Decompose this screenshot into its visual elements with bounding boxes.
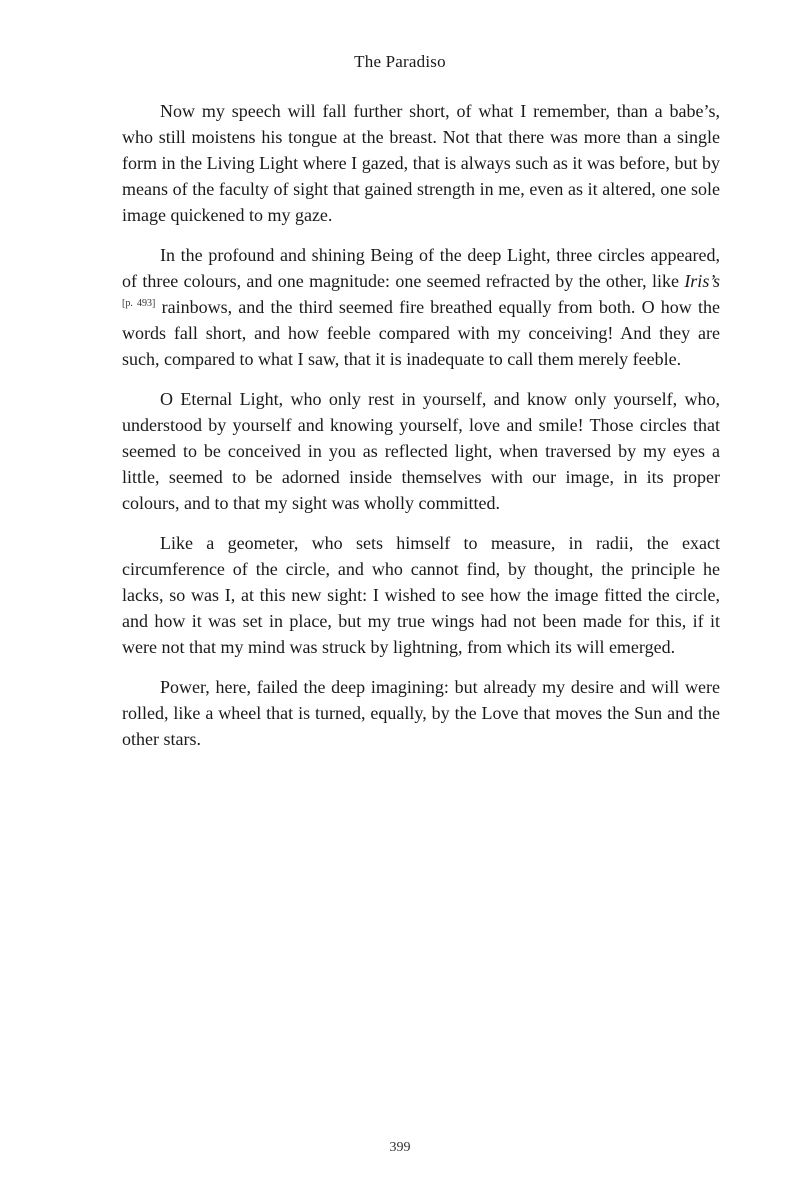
iris-italic-text: Iris’s xyxy=(684,271,720,291)
body-text xyxy=(122,98,720,766)
paragraph-4: Like a geometer, who sets himself to measure, in radii, the exact circumference of the circle, and who cannot find, by thought, the principle he lacks, so was I, at this new sight: I wished to see how the image fitted the circle, and how it was set in place, but my true wings had not been made for this, if it were not that my mind was struck by lightning, from which its will emerged. xyxy=(122,533,720,657)
page-reference-marker: [p. 493] xyxy=(122,298,156,309)
paragraph-2 xyxy=(122,242,720,372)
page-number: 399 xyxy=(389,1140,411,1155)
paragraph-3: O Eternal Light, who only rest in yourself, and know only yourself, who, understood by yourself and knowing yourself, love and smile! Those circles that seemed to be conceived in you as reflected light, when traversed by my eyes a little, seemed to be adorned inside themselves with our image, in its proper colours, and to that my sight was wholly committed. xyxy=(122,389,720,513)
paragraph-2-text-after: rainbows, and the third seemed fire breathed equally from both. O how the words fall short, and how feeble compared with my conceiving! And they are such, compared to what I saw, that it is inadequate to call them merely feeble. xyxy=(122,297,720,369)
paragraph-2-text-before: In the profound and shining Being of the deep Light, three circles appeared, of three colours, and one magnitude: one seemed refracted by the other, like xyxy=(122,245,720,291)
running-title: The Paradiso xyxy=(354,52,446,71)
paragraph-1: Now my speech will fall further short, of what I remember, than a babe’s, who still moistens his tongue at the breast. Not that there was more than a single form in the Living Light where I gazed, that is always such as it was before, but by means of the faculty of sight that gained strength in me, even as it altered, one sole image quickened to my gaze. xyxy=(122,101,720,225)
paragraph-5: Power, here, failed the deep imagining: but already my desire and will were rolled, like a wheel that is turned, equally, by the Love that moves the Sun and the other stars. xyxy=(122,677,720,749)
